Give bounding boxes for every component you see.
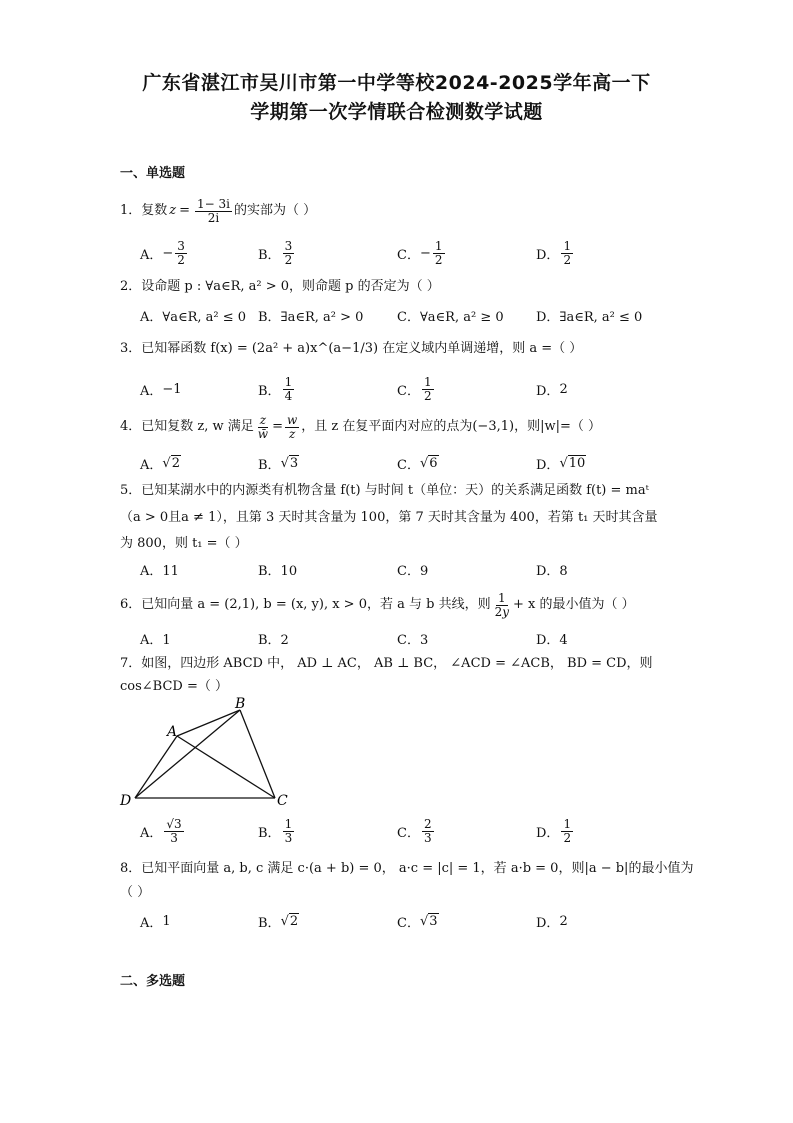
q6-options <box>140 621 700 655</box>
q1-text-post: 的实部为（ ） <box>234 203 317 218</box>
question-2: 2．设命题 p : ∀a∈R, a² > 0，则命题 p 的否定为（ ） <box>120 279 440 294</box>
segment-ac <box>177 736 275 798</box>
label-d: D <box>120 793 132 809</box>
segment-bc <box>240 710 275 798</box>
q1-option-b[interactable]: B． $\frac{3}{2}$ <box>258 238 293 267</box>
q7-options <box>140 814 700 848</box>
quadrilateral-figure <box>115 696 305 811</box>
q3-option-c[interactable]: C． $\frac{1}{2}$ <box>397 374 432 403</box>
q3-option-a[interactable]: A． −1 <box>140 381 182 399</box>
label-c: C <box>277 793 288 809</box>
segment-ab <box>177 710 240 736</box>
q5-option-c[interactable]: C．9 <box>397 563 429 579</box>
q8-option-c[interactable]: C． √3 <box>397 913 438 931</box>
q7-option-b[interactable]: B． $\frac{1}{3}$ <box>258 816 293 845</box>
question-3: 3．已知幂函数 f(x) = (2a² + a)x^(a−1/3) 在定义域内单调递增，则 a =（ ） <box>120 341 583 356</box>
q8-option-b[interactable]: B． √2 <box>258 913 299 931</box>
section-heading-multi-choice: 二、多选题 <box>120 974 186 989</box>
q6-option-b[interactable]: B．2 <box>258 632 289 648</box>
q4-option-b[interactable]: B． √3 <box>258 455 299 473</box>
q6-option-a[interactable]: A．1 <box>140 632 171 648</box>
page-title-line1: 广东省湛江市吴川市第一中学等校2024-2025学年高一下 <box>142 72 651 94</box>
question-6: 6．已知向量 a = (2,1), b = (x, y), x > 0，若 a 与 b 共线，则 $\frac{1}{2y}$ + x 的最小值为（ ） <box>120 590 635 619</box>
question-8-line2: （ ） <box>120 885 151 900</box>
q5-option-b[interactable]: B．10 <box>258 563 298 579</box>
q2-option-a[interactable]: A．∀a∈R, a² ≤ 0 <box>140 309 247 325</box>
question-5-line3: 为 800，则 t₁ =（ ） <box>120 536 248 551</box>
q3-options <box>140 372 700 406</box>
q2-option-b[interactable]: B．∃a∈R, a² > 0 <box>258 309 364 325</box>
q1-option-d[interactable]: D． $\frac{1}{2}$ <box>536 238 572 267</box>
question-1: 1．复数 z = $\frac{1- 3i}{2i}$ 的实部为（ ） <box>120 196 317 225</box>
question-7-line1: 7．如图，四边形 ABCD 中， AD ⊥ AC， AB ⊥ BC， ∠ACD = ∠ACB， BD = CD，则 <box>120 656 653 671</box>
label-b: B <box>235 696 246 712</box>
segment-bd <box>135 710 240 798</box>
question-4: 4．已知复数 z, w 满足 $\frac{z}{w̄}$ = $\frac{w}{z}$ ，且 z 在复平面内对应的点为(−3,1)，则|w|=（ ） <box>120 412 601 441</box>
question-5-line1: 5．已知某湖水中的内源类有机物含量 f(t) 与时间 t（单位：天）的关系满足函数 f(t) = maᵗ <box>120 483 649 498</box>
q7-option-c[interactable]: C． $\frac{2}{3}$ <box>397 816 432 845</box>
page-title-line2: 学期第一次学情联合检测数学试题 <box>250 101 543 123</box>
q4-option-c[interactable]: C． √6 <box>397 455 438 473</box>
q8-option-d[interactable]: D． 2 <box>536 913 568 931</box>
q5-option-a[interactable]: A．11 <box>140 563 179 579</box>
q2-options <box>140 298 700 332</box>
q5-options <box>140 552 700 586</box>
q4-options <box>140 446 700 480</box>
q5-option-d[interactable]: D．8 <box>536 563 568 579</box>
q2-option-d[interactable]: D．∃a∈R, a² ≤ 0 <box>536 309 643 325</box>
q1-fraction: $\frac{1- 3i}{2i}$ <box>197 196 231 225</box>
q6-option-c[interactable]: C．3 <box>397 632 429 648</box>
q7-option-d[interactable]: D． $\frac{1}{2}$ <box>536 816 572 845</box>
q8-options <box>140 904 700 938</box>
q1-text-pre: 1．复数 <box>120 203 168 218</box>
segment-da <box>135 736 177 798</box>
q8-option-a[interactable]: A． 1 <box>140 913 171 931</box>
q3-option-b[interactable]: B． $\frac{1}{4}$ <box>258 374 293 403</box>
q3-option-d[interactable]: D． 2 <box>536 381 568 399</box>
q1-option-a[interactable]: A． − $\frac{3}{2}$ <box>140 238 185 267</box>
q4-option-d[interactable]: D． √10 <box>536 455 586 473</box>
q2-option-c[interactable]: C．∀a∈R, a² ≥ 0 <box>397 309 504 325</box>
question-8-line1: 8．已知平面向量 a, b, c 满足 c·(a + b) = 0， a·c = |c| = 1，若 a·b = 0，则|a − b|的最小值为 <box>120 861 694 876</box>
q7-option-a[interactable]: A． $\frac{√3}{3}$ <box>140 816 182 845</box>
q4-option-a[interactable]: A． √2 <box>140 455 180 473</box>
question-7-line2: cos∠BCD =（ ） <box>120 679 228 694</box>
q1-option-c[interactable]: C． − $\frac{1}{2}$ <box>397 238 443 267</box>
section-heading-single-choice: 一、单选题 <box>120 166 186 181</box>
q6-option-d[interactable]: D．4 <box>536 632 568 648</box>
label-a: A <box>167 724 178 740</box>
question-5-line2: （a > 0且a ≠ 1），且第 3 天时其含量为 100，第 7 天时其含量为 400，若第 t₁ 天时其含量 <box>120 510 658 525</box>
q1-options <box>140 236 700 270</box>
